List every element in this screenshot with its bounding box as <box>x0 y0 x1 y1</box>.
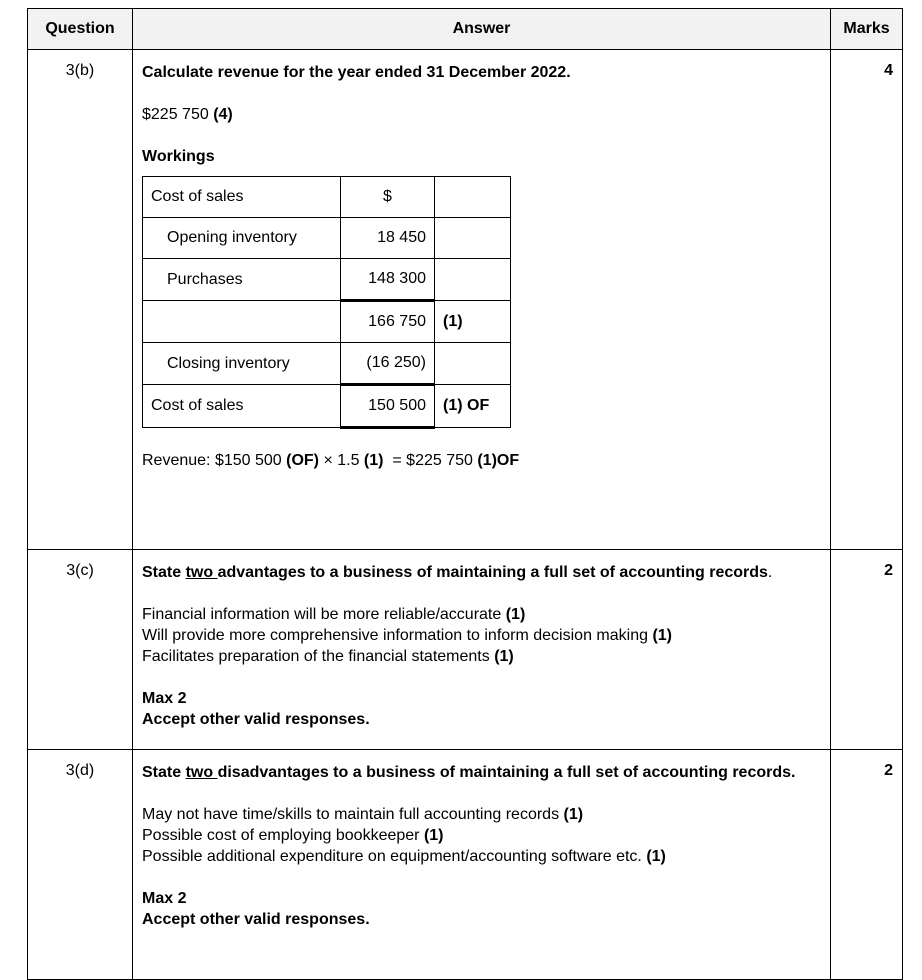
prompt-text: advantages to a business of maintaining a full set of accounting records <box>217 564 768 581</box>
workings-value-cell: 148 300 <box>341 259 435 301</box>
workings-value-cell: (16 250) <box>341 343 435 385</box>
workings-label: Workings <box>142 148 215 165</box>
point-mark: (1) <box>494 648 514 665</box>
accept-note: Accept other valid responses. <box>142 911 370 928</box>
question-number: 3(d) <box>28 750 133 980</box>
point-mark: (1) <box>563 806 584 823</box>
point-text: Financial information will be more reliable/accurate <box>142 606 506 623</box>
workings-mark-cell <box>435 343 511 385</box>
point-mark: (1) <box>505 606 526 623</box>
workings-mark-cell <box>435 218 511 259</box>
max-marks-note: Max 2 <box>142 890 187 907</box>
workings-value-cell: 166 750 <box>341 301 435 343</box>
workings-mark-cell <box>435 259 511 301</box>
point-mark: (1) <box>646 848 666 865</box>
question-number: 3(b) <box>28 50 133 550</box>
header-question: Question <box>28 9 133 50</box>
answer-cell <box>133 750 831 980</box>
workings-table <box>142 176 511 429</box>
question-number: 3(c) <box>28 550 133 750</box>
question-prompt <box>142 762 822 783</box>
answer-point <box>142 604 822 625</box>
point-text: Possible cost of employing bookkeeper <box>142 827 424 844</box>
workings-value-cell: 150 500 <box>341 385 435 428</box>
revenue-mark: (OF) <box>286 452 319 469</box>
answer-value: $225 750 <box>142 106 209 123</box>
point-text: Possible additional expenditure on equipment/accounting software etc. <box>142 848 647 865</box>
prompt-emphasis: two <box>185 764 218 781</box>
point-mark: (1) <box>652 627 672 644</box>
workings-row-total <box>143 385 511 428</box>
accept-note: Accept other valid responses. <box>142 711 370 728</box>
point-text: Facilitates preparation of the financial statements <box>142 648 495 665</box>
max-marks-note: Max 2 <box>142 690 187 707</box>
header-row <box>28 9 903 50</box>
question-row-3b <box>28 50 903 550</box>
revenue-calculation <box>142 450 822 471</box>
point-text: Will provide more comprehensive information to inform decision making <box>142 627 653 644</box>
answer-point <box>142 804 822 825</box>
workings-row <box>143 218 511 259</box>
prompt-text: disadvantages to a business of maintaining a full set of accounting records. <box>217 764 796 781</box>
mark-scheme-table <box>27 8 903 980</box>
marks-value: 2 <box>831 750 903 980</box>
workings-mark-cell: (1) <box>435 301 511 343</box>
revenue-text: Revenue: $150 500 <box>142 452 287 469</box>
workings-label-cell: Closing inventory <box>143 343 341 385</box>
point-mark: (1) <box>423 827 444 844</box>
answer-point <box>142 625 822 646</box>
prompt-text: . <box>767 564 773 581</box>
workings-label-cell: Cost of sales <box>143 177 341 218</box>
workings-label-cell: Purchases <box>143 259 341 301</box>
marks-value: 2 <box>831 550 903 750</box>
question-prompt <box>142 562 822 583</box>
revenue-text: = $225 750 <box>383 452 478 469</box>
header-answer: Answer <box>133 9 831 50</box>
workings-label-cell <box>143 301 341 343</box>
revenue-mark: (1)OF <box>477 452 520 469</box>
workings-mark-cell: (1) OF <box>435 385 511 428</box>
answer-point <box>142 846 822 867</box>
workings-row-subtotal <box>143 301 511 343</box>
question-prompt: Calculate revenue for the year ended 31 December 2022. <box>142 64 571 81</box>
answer-mark: (4) <box>213 106 233 123</box>
revenue-mark: (1) <box>363 452 384 469</box>
answer-point <box>142 646 822 667</box>
workings-mark-cell <box>435 177 511 218</box>
final-answer <box>142 104 822 125</box>
header-marks: Marks <box>831 9 903 50</box>
workings-label-cell: Opening inventory <box>143 218 341 259</box>
question-row-3d <box>28 750 903 980</box>
prompt-text: State <box>142 564 186 581</box>
workings-value-cell: $ <box>341 177 435 218</box>
revenue-text: × 1.5 <box>319 452 364 469</box>
answer-point <box>142 825 822 846</box>
question-row-3c <box>28 550 903 750</box>
point-text: May not have time/skills to maintain full accounting records <box>142 806 564 823</box>
workings-label-cell: Cost of sales <box>143 385 341 428</box>
prompt-text: State <box>142 764 186 781</box>
answer-cell <box>133 550 831 750</box>
workings-row <box>143 177 511 218</box>
marks-value: 4 <box>831 50 903 550</box>
answer-cell <box>133 50 831 550</box>
workings-row <box>143 259 511 301</box>
workings-row <box>143 343 511 385</box>
workings-value-cell: 18 450 <box>341 218 435 259</box>
prompt-emphasis: two <box>185 564 218 581</box>
